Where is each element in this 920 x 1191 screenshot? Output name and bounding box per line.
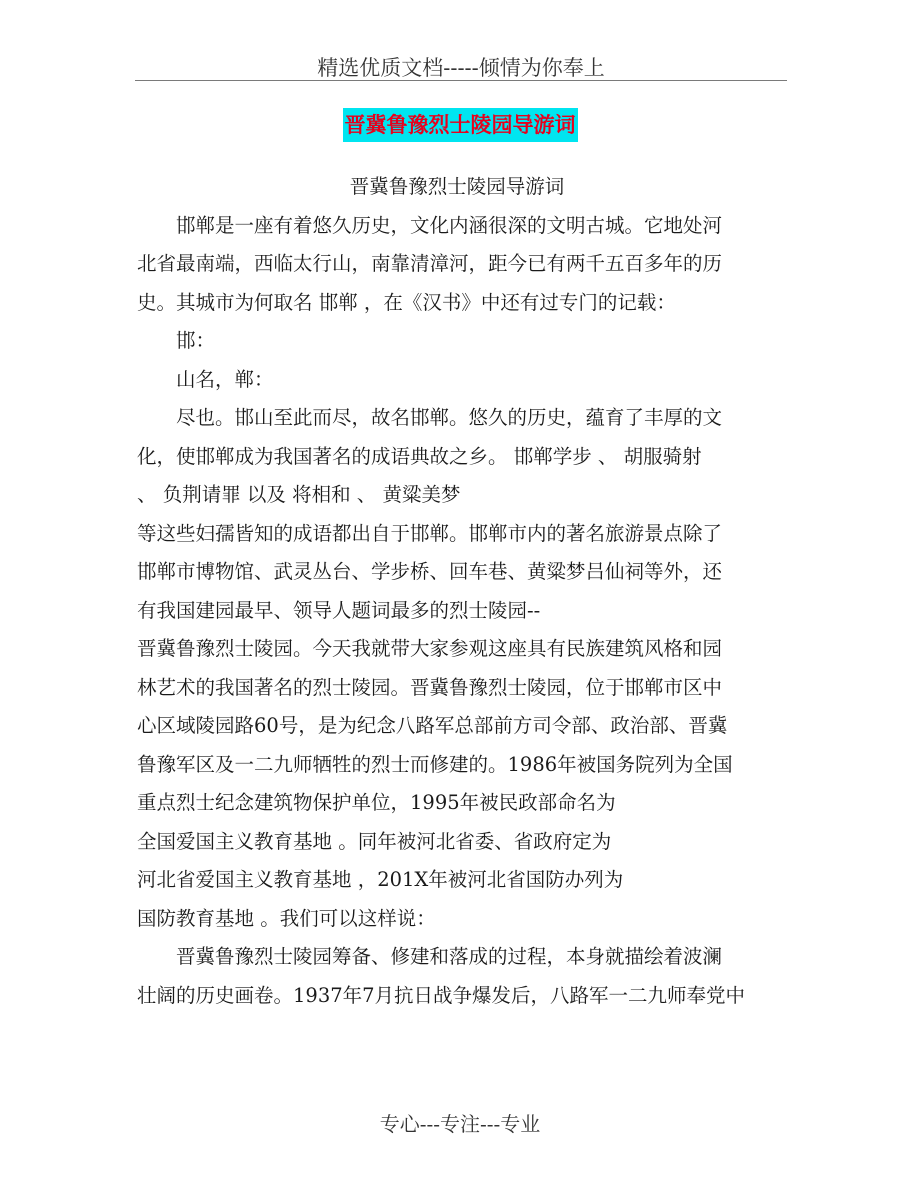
document-title: 晋冀鲁豫烈士陵园导游词 bbox=[343, 108, 578, 142]
header-divider bbox=[135, 80, 787, 81]
body-line: 史。其城市为何取名 邯郸 ，在《汉书》中还有过专门的记载： bbox=[137, 290, 676, 314]
body-line: 邯郸市博物馆、武灵丛台、学步桥、回车巷、黄粱梦吕仙祠等外，还 bbox=[137, 560, 723, 583]
body-line: 心区域陵园路60号，是为纪念八路军总部前方司令部、政治部、晋冀 bbox=[137, 714, 728, 737]
body-line: 林艺术的我国著名的烈士陵园。晋冀鲁豫烈士陵园，位于邯郸市区中 bbox=[137, 675, 723, 699]
body-line: 重点烈士纪念建筑物保护单位，1995年被民政部命名为 bbox=[137, 791, 616, 814]
body-line: 晋冀鲁豫烈士陵园。今天我就带大家参观这座具有民族建筑风格和园 bbox=[137, 637, 723, 660]
body-line: 晋冀鲁豫烈士陵园筹备、修建和落成的过程，本身就描绘着波澜 bbox=[137, 945, 723, 968]
page-footer: 专心---专注---专业 bbox=[379, 1112, 541, 1136]
body-line: 北省最南端，西临太行山，南靠清漳河，距今已有两千五百多年的历 bbox=[137, 252, 723, 275]
body-line: 国防教育基地 。我们可以这样说： bbox=[137, 906, 436, 930]
body-line: 、 负荆请罪 以及 将相和 、 黄粱美梦 bbox=[137, 483, 461, 506]
title-container bbox=[0, 108, 920, 142]
body-line: 等这些妇孺皆知的成语都出自于邯郸。邯郸市内的著名旅游景点除了 bbox=[137, 521, 723, 545]
body-line: 化，使邯郸成为我国著名的成语典故之乡。 邯郸学步 、 胡服骑射 bbox=[137, 444, 702, 468]
body-line: 尽也。邯山至此而尽，故名邯郸。悠久的历史，蕴育了丰厚的文 bbox=[137, 406, 723, 429]
body-line: 有我国建园最早、领导人题词最多的烈士陵园-- bbox=[137, 598, 541, 622]
body-line: 邯郸是一座有着悠久历史，文化内涵很深的文明古城。它地处河 bbox=[137, 213, 723, 237]
document-body bbox=[137, 168, 777, 1015]
page-header: 精选优质文档-----倾情为你奉上 bbox=[317, 56, 605, 80]
body-line: 鲁豫军区及一二九师牺牲的烈士而修建的。1986年被国务院列为全国 bbox=[137, 752, 733, 776]
body-line: 山名，郸： bbox=[137, 367, 274, 391]
body-line: 壮阔的历史画卷。1937年7月抗日战争爆发后，八路军一二九师奉党中 bbox=[137, 983, 746, 1007]
document-subtitle: 晋冀鲁豫烈士陵园导游词 bbox=[349, 175, 565, 198]
body-line: 全国爱国主义教育基地 。同年被河北省委、省政府定为 bbox=[137, 829, 612, 853]
body-line: 河北省爱国主义教育基地 ，201X年被河北省国防办列为 bbox=[137, 868, 624, 891]
body-line: 邯： bbox=[137, 329, 216, 352]
